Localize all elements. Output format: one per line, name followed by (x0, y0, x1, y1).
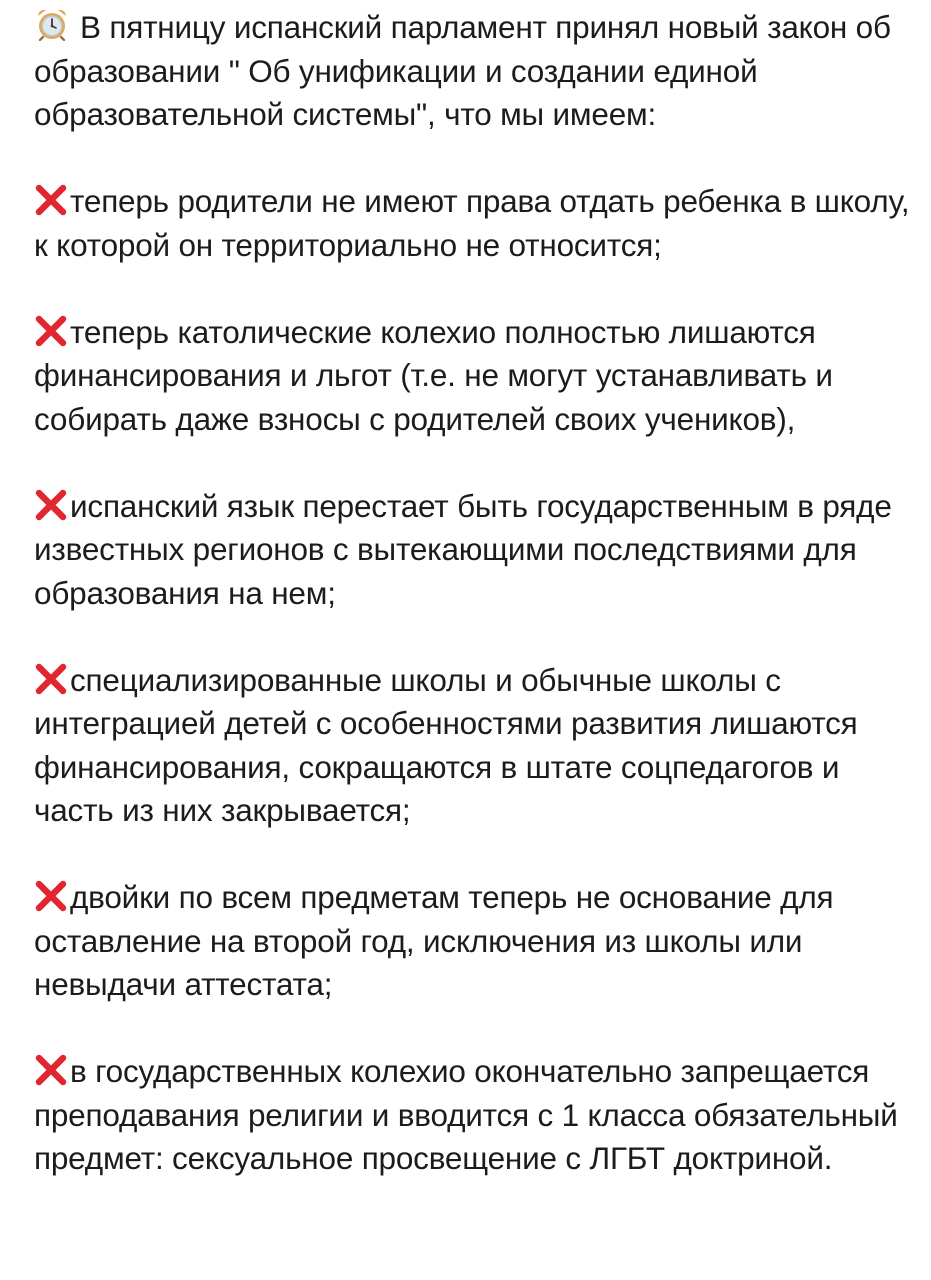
list-item (34, 659, 914, 833)
list-item-text: специализированные школы и обычные школы с интеграцией детей с особенностями развития лишаются финансирования, сокращаются в штате соцпедагогов и часть из них закрывается; (34, 661, 858, 828)
cross-mark-icon (34, 880, 68, 912)
list-item (34, 1050, 914, 1181)
cross-mark-icon (34, 663, 68, 695)
list-item-text: испанский язык перестает быть государственным в ряде известных регионов с вытекающими последствиями для образования на нем; (34, 487, 892, 611)
intro-text: В пятницу испанский парламент принял новый закон об образовании " Об унификации и создании единой образовательной системы", что мы имеем: (34, 9, 891, 132)
list-item-text: теперь католические колехио полностью лишаются финансирования и льгот (т.е. не могут устанавливать и собирать даже взносы с родителей своих учеников), (34, 313, 833, 437)
cross-mark-icon (34, 489, 68, 521)
list-item-text: в государственных колехио окончательно запрещается преподавания религии и вводится с 1 класса обязательный предмет: сексуальное просвещение с ЛГБТ доктриной. (34, 1053, 898, 1176)
list-item (34, 180, 914, 267)
list-item (34, 876, 914, 1007)
cross-mark-icon (34, 184, 68, 216)
alarm-clock-icon (34, 7, 70, 41)
list-item-text: теперь родители не имеют права отдать ребенка в школу, к которой он территориально не относится; (34, 183, 910, 263)
intro-paragraph (34, 6, 914, 137)
cross-mark-icon (34, 1054, 68, 1086)
cross-mark-icon (34, 315, 68, 347)
list-item (34, 485, 914, 616)
list-item (34, 311, 914, 442)
message-body (34, 6, 914, 1181)
list-item-text: двойки по всем предметам теперь не основание для оставление на второй год, исключения из школы или невыдачи аттестата; (34, 879, 834, 1002)
